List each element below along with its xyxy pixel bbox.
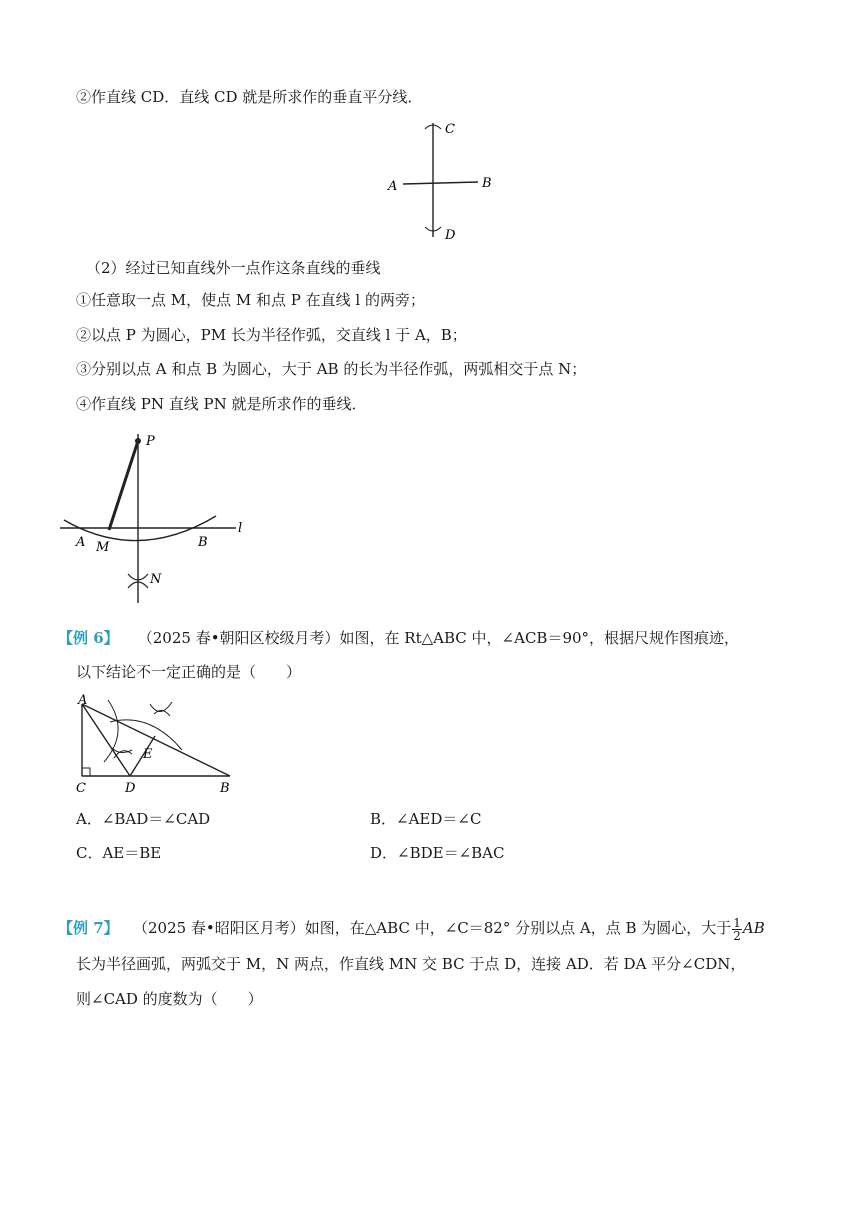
label-A: A [388,179,398,194]
label-B: B [220,781,230,796]
label-A: A [78,693,88,708]
label-l: l [238,521,243,536]
figure-right-triangle [70,692,240,797]
label-P: P [146,434,155,449]
label-E: E [143,747,153,762]
example-text: （2025 春•朝阳区校级月考）如图，在 Rt△ABC 中，∠ACB＝90°，根据尺规作图痕迹， [137,629,740,647]
example-6-line2: 以下结论不一定正确的是（ ） [76,663,302,681]
example-tag: 【例 6】 [58,629,119,647]
step-text: ③分别以点 A 和点 B 为圆心，大于 AB 的长为半径作弧，两弧相交于点 N； [76,360,587,378]
label-C: C [76,781,86,796]
example-text: （2025 春•昭阳区月考）如图，在△ABC 中，∠C＝82° 分别以点 A，点 B 为圆心，大于 [132,919,732,937]
example-7-line3: 则∠CAD 的度数为（ ） [76,990,263,1008]
option-b[interactable]: B．∠AED＝∠C [370,810,482,828]
label-B: B [482,176,492,191]
label-D: D [125,781,136,796]
label-D: D [445,228,456,243]
section-heading: （2）经过已知直线外一点作这条直线的垂线 [86,259,381,277]
label-C: C [445,122,455,137]
step-text: ①任意取一点 M，使点 M 和点 P 在直线 l 的两旁； [76,291,425,309]
option-c[interactable]: C．AE＝BE [76,844,162,862]
example-7-line2: 长为半径画弧，两弧交于 M，N 两点，作直线 MN 交 BC 于点 D，连接 AD．若 DA 平分∠CDN， [76,955,746,973]
label-M: M [96,540,110,555]
option-d[interactable]: D．∠BDE＝∠BAC [370,844,505,862]
label-A: A [76,535,86,550]
step-text: ④作直线 PN 直线 PN 就是所求作的垂线． [76,395,367,413]
figure-perpendicular-bisector [385,115,500,245]
example-text-ab: AB [742,919,765,937]
step-text: ②作直线 CD．直线 CD 就是所求作的垂直平分线． [76,88,423,106]
example-tag: 【例 7】 [58,919,119,937]
fraction-one-half: $\frac{1}{2}$ [733,915,741,943]
step-text: ②以点 P 为圆心，PM 长为半径作弧，交直线 l 于 A，B； [76,326,467,344]
example-7-line1 [58,916,765,942]
option-a[interactable]: A．∠BAD＝∠CAD [76,810,211,828]
example-6-line1 [58,628,739,648]
label-N: N [150,572,162,587]
label-B: B [198,535,208,550]
figure-perpendicular-from-point [58,428,258,608]
